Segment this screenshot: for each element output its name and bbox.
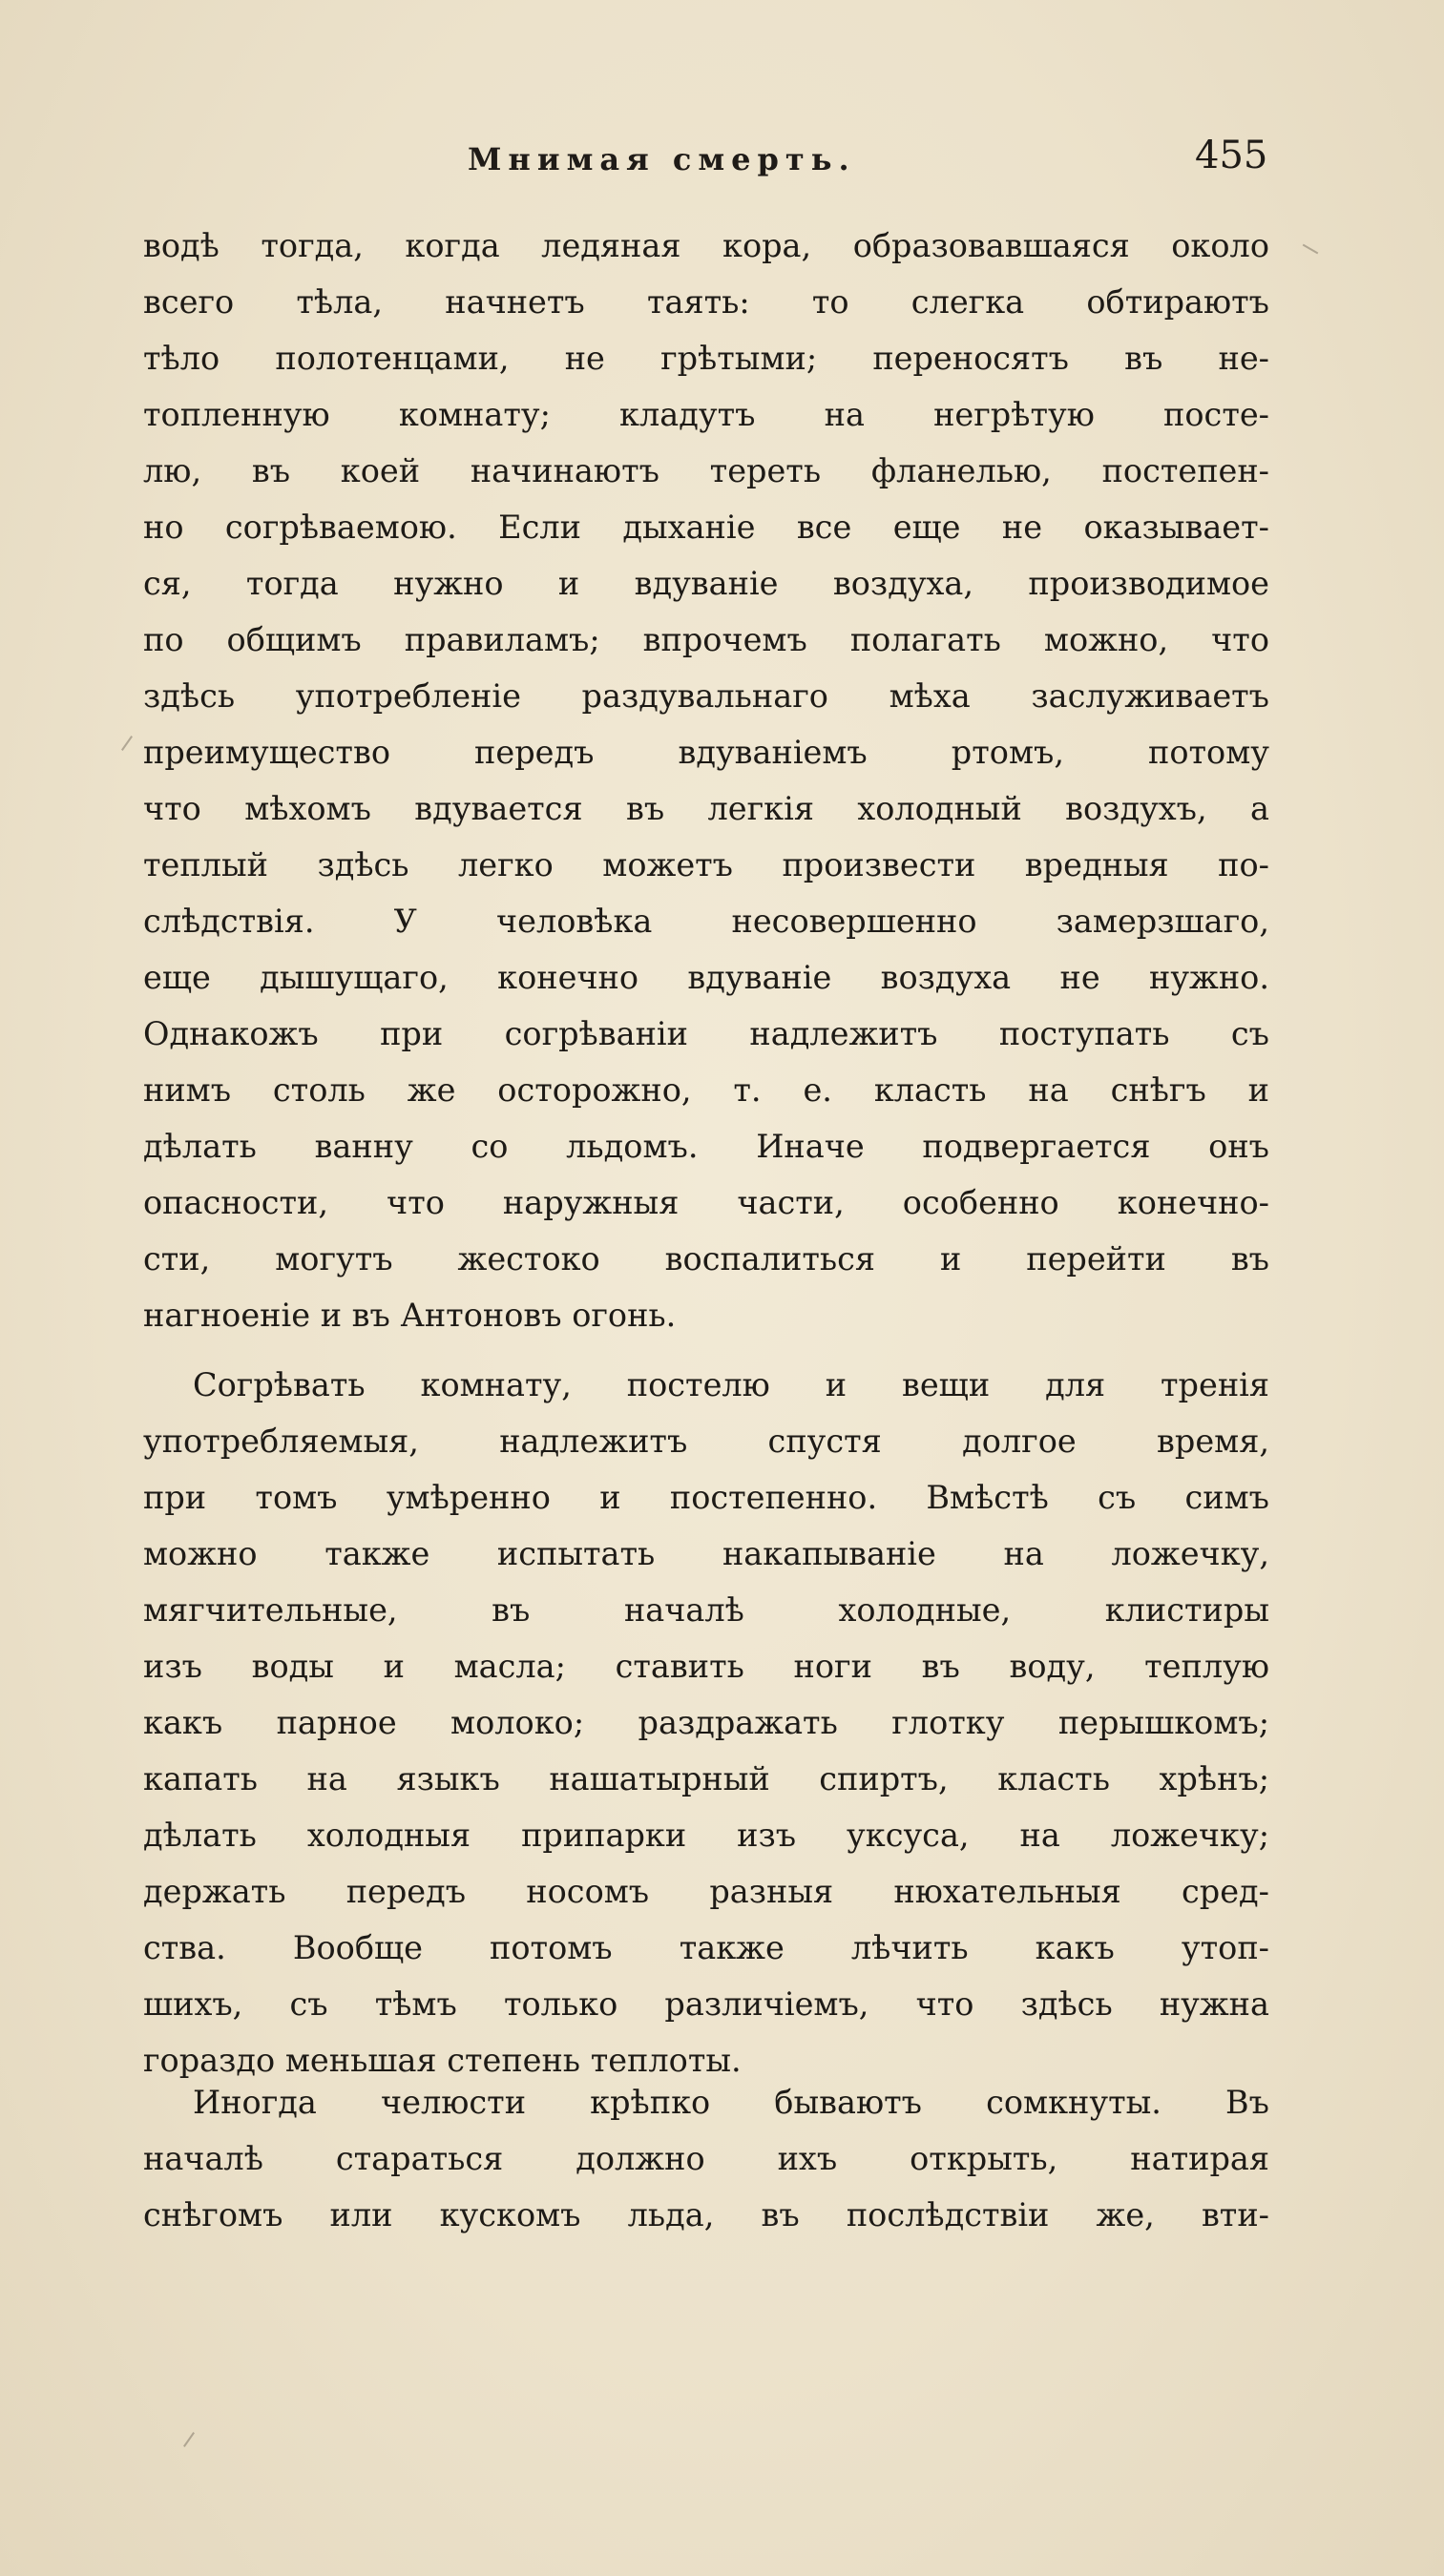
- text-line: по общимъ правиламъ; впрочемъ полагать можно, что: [143, 621, 1269, 658]
- text-line: слѣдствія. У человѣка несовершенно замерзшаго,: [143, 903, 1269, 940]
- text-line: употребляемыя, надлежитъ спустя долгое время,: [143, 1423, 1269, 1460]
- text-line: водѣ тогда, когда ледяная кора, образовавшаяся около: [143, 227, 1269, 264]
- paper-speck: [1303, 244, 1319, 255]
- text-line: дѣлать ванну со льдомъ. Иначе подвергается онъ: [143, 1128, 1269, 1165]
- text-line: нагноеніе и въ Антоновъ огонь.: [143, 1297, 677, 1334]
- text-line: тѣло полотенцами, не грѣтыми; переносятъ въ не-: [143, 340, 1269, 377]
- paper-speck: [121, 736, 133, 751]
- text-line: гораздо меньшая степень теплоты.: [143, 2042, 742, 2079]
- text-line: изъ воды и масла; ставить ноги въ воду, теплую: [143, 1648, 1269, 1685]
- text-line: всего тѣла, начнетъ таять: то слегка обтираютъ: [143, 283, 1269, 321]
- text-line: ства. Вообще потомъ также лѣчить какъ утоп-: [143, 1929, 1269, 1966]
- text-line: но согрѣваемою. Если дыханіе все еще не оказывает-: [143, 509, 1269, 546]
- paragraph-1: [143, 218, 1269, 1343]
- text-line: еще дышущаго, конечно вдуваніе воздуха не нужно.: [143, 959, 1269, 996]
- text-line: что мѣхомъ вдувается въ легкія холодный воздухъ, а: [143, 790, 1269, 827]
- text-line: снѣгомъ или кускомъ льда, въ послѣдствіи же, вти-: [143, 2196, 1269, 2233]
- text-line: сти, могутъ жестоко воспалиться и перейти въ: [143, 1240, 1269, 1278]
- text-line: дѣлать холодныя припарки изъ уксуса, на ложечку;: [143, 1817, 1269, 1854]
- paper-speck: [183, 2432, 195, 2447]
- text-line: какъ парное молоко; раздражать глотку перышкомъ;: [143, 1704, 1269, 1741]
- page-number: 455: [1195, 134, 1268, 177]
- text-line: капать на языкъ нашатырный спиртъ, класть хрѣнъ;: [143, 1760, 1269, 1797]
- text-line: опасности, что наружныя части, особенно конечно-: [143, 1184, 1269, 1221]
- text-line: держать передъ носомъ разныя нюхательныя сред-: [143, 1873, 1269, 1910]
- text-line: топленную комнату; кладутъ на негрѣтую посте-: [143, 396, 1269, 433]
- text-line: нимъ столь же осторожно, т. е. класть на снѣгъ и: [143, 1071, 1269, 1109]
- paragraph-2: [143, 1357, 1269, 2088]
- text-line: мягчительные, въ началѣ холодные, клистиры: [143, 1591, 1269, 1629]
- text-line: можно также испытать накапываніе на ложечку,: [143, 1535, 1269, 1572]
- running-header-title: Мнимая смерть.: [468, 141, 856, 177]
- text-line: теплый здѣсь легко можетъ произвести вредныя по-: [143, 846, 1269, 883]
- text-line: Однакожъ при согрѣваніи надлежитъ поступать съ: [143, 1015, 1269, 1052]
- text-line: началѣ стараться должно ихъ открыть, натирая: [143, 2140, 1269, 2177]
- paragraph-3: [143, 2074, 1269, 2243]
- text-line: лю, въ коей начинаютъ тереть фланелью, постепен-: [143, 452, 1269, 489]
- text-line: преимущество передъ вдуваніемъ ртомъ, потому: [143, 734, 1269, 771]
- text-line: ся, тогда нужно и вдуваніе воздуха, производимое: [143, 565, 1269, 602]
- text-line: Иногда челюсти крѣпко бываютъ сомкнуты. Въ: [193, 2084, 1269, 2121]
- text-line: Согрѣвать комнату, постелю и вещи для тренія: [193, 1366, 1269, 1403]
- text-line: здѣсь употребленіе раздувальнаго мѣха заслуживаетъ: [143, 677, 1269, 715]
- text-line: шихъ, съ тѣмъ только различіемъ, что здѣсь нужна: [143, 1985, 1269, 2023]
- text-line: при томъ умѣренно и постепенно. Вмѣстѣ съ симъ: [143, 1479, 1269, 1516]
